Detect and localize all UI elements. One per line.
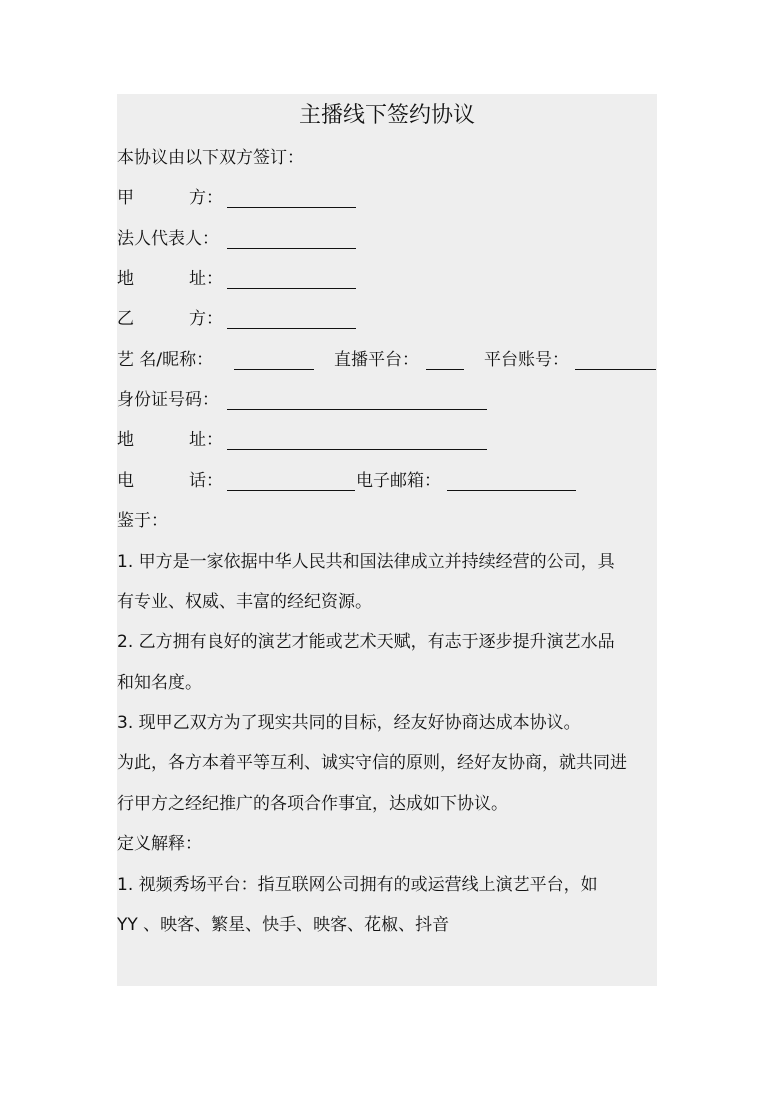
party-b-blank[interactable]	[227, 328, 356, 329]
whereas-heading: 鉴于：	[117, 511, 168, 531]
live-platform-blank[interactable]	[426, 369, 464, 370]
party-a-label-char1: 甲	[117, 188, 134, 208]
clause-2-line-2: 和知名度。	[117, 673, 202, 693]
email-blank[interactable]	[447, 490, 576, 491]
id-number-row	[117, 385, 657, 415]
party-b-label-char1: 乙	[117, 309, 134, 329]
address-b-label-char2: 址：	[189, 430, 223, 450]
id-number-label: 身份证号码：	[117, 390, 219, 410]
address-b-label-char1: 地	[117, 430, 134, 450]
legal-rep-row	[117, 224, 657, 254]
address-b-blank[interactable]	[227, 449, 487, 450]
clause-1-line-1: 1. 甲方是一家依据中华人民共和国法律成立并持续经营的公司，具	[117, 552, 615, 572]
party-a-row	[117, 183, 657, 213]
address-a-label-char2: 址：	[189, 269, 223, 289]
clause-2-line-1: 2. 乙方拥有良好的演艺才能或艺术天赋，有志于逐步提升演艺水品	[117, 632, 615, 652]
phone-row	[117, 466, 657, 496]
address-a-row	[117, 264, 657, 294]
artist-name-label: 艺 名/昵称：	[117, 350, 214, 370]
document-title: 主播线下签约协议	[298, 103, 475, 128]
definition-1-line-2: YY 、映客、繁星、快手、映客、花椒、抖音	[117, 915, 450, 935]
platform-account-blank[interactable]	[575, 369, 656, 370]
address-a-label-char1: 地	[117, 269, 134, 289]
email-label: 电子邮箱：	[356, 471, 441, 491]
id-number-blank[interactable]	[227, 409, 487, 410]
purpose-line-1: 为此，各方本着平等互利、诚实守信的原则，经好友协商，就共同进	[117, 753, 627, 773]
live-platform-label: 直播平台：	[334, 350, 419, 370]
document-page	[117, 94, 657, 986]
legal-rep-label: 法人代表人：	[117, 229, 219, 249]
platform-account-label: 平台账号：	[484, 350, 569, 370]
legal-rep-blank[interactable]	[227, 248, 356, 249]
address-a-blank[interactable]	[227, 288, 356, 289]
party-b-label-char2: 方：	[189, 309, 223, 329]
party-a-label-char2: 方：	[189, 188, 223, 208]
intro-line: 本协议由以下双方签订：	[117, 148, 304, 168]
address-b-row	[117, 425, 657, 455]
phone-label-char2: 话：	[189, 471, 223, 491]
party-b-row	[117, 304, 657, 334]
clause-1-line-2: 有专业、权威、丰富的经纪资源。	[117, 592, 372, 612]
clause-3: 3. 现甲乙双方为了现实共同的目标，经友好协商达成本协议。	[117, 713, 581, 733]
phone-label-char1: 电	[117, 471, 134, 491]
phone-blank[interactable]	[227, 490, 355, 491]
party-a-blank[interactable]	[227, 207, 356, 208]
artist-name-blank[interactable]	[234, 369, 314, 370]
definitions-heading: 定义解释：	[117, 834, 202, 854]
definition-1-line-1: 1. 视频秀场平台：指互联网公司拥有的或运营线上演艺平台，如	[117, 875, 598, 895]
artist-row	[117, 345, 657, 375]
purpose-line-2: 行甲方之经纪推广的各项合作事宜，达成如下协议。	[117, 794, 508, 814]
